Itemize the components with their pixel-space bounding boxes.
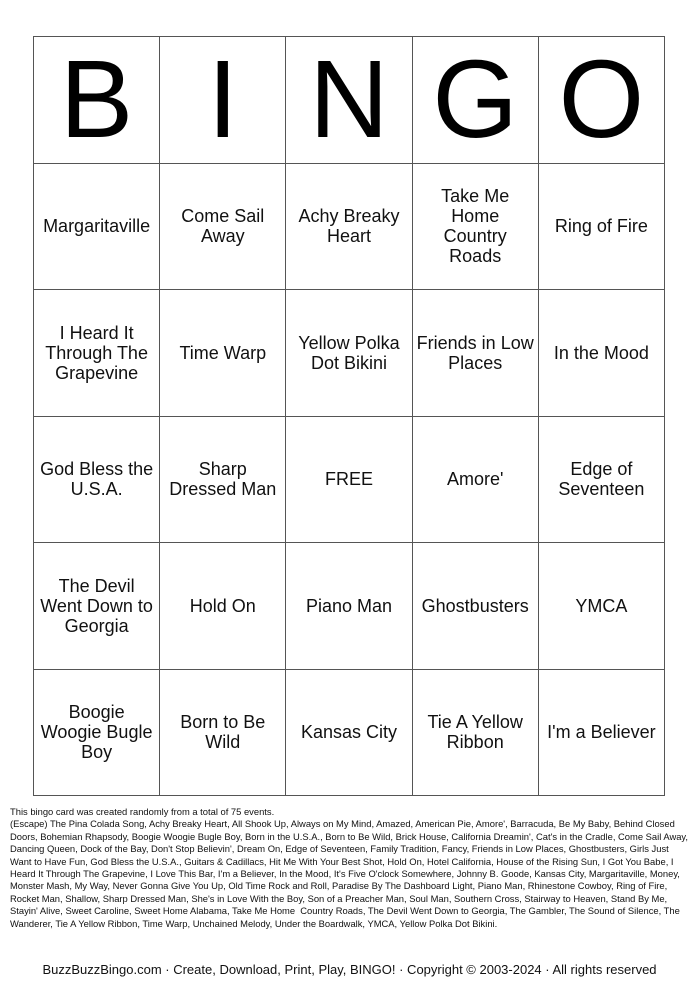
cell-text: Born to Be Wild — [180, 712, 266, 753]
header-letter-b — [34, 37, 160, 164]
bingo-cell — [539, 543, 665, 670]
cell-text: I'm a Believer — [547, 722, 656, 743]
cell-text: Boogie Woogie Bugle Boy — [40, 702, 153, 763]
header-letter-g — [413, 37, 539, 164]
cell-text: Come Sail Away — [181, 206, 265, 247]
bingo-cell — [160, 290, 286, 417]
header-letter-text: G — [432, 37, 518, 161]
bingo-cell — [539, 670, 665, 797]
event-count-intro: This bingo card was created randomly from a total of 75 events. — [10, 806, 275, 817]
event-list: (Escape) The Pina Colada Song, Achy Breaky Heart, All Shook Up, Always on My Mind, Amazed, American Pie, Amore', Barracuda, Be My Baby, Behind Closed Doors, Bohemian Rhapsody, Boogie Woogie Bugle Boy, Born in the U.S.A., Born to Be Wild, Brick House, California Dreamin', Cat's in the Cradle, Come Sail Away, Dancing Queen, Dock of the Bay, Don't Stop Believin', Dream On, Edge of Seventeen, Family Tradition, Fancy, Friends in Low Places, Ghostbusters, Girls Just Want to Have Fun, God Bless the U.S.A., Guitars & Cadillacs, Hit Me With Your Best Shot, Hold On, Hotel California, House of the Rising Sun, I Got You Babe, I Heard It Through The Grapevine, I Love This Bar, I'm a Believer, In the Mood, It's Five O'clock Somewhere, Johnny B. Goode, Kansas City, Margaritaville, Money, Monster Mash, My Way, Never Gonna Give You Up, Old Time Rock and Roll, Paradise By The Dashboard Light, Piano Man, Rhinestone Cowboy, Ring of Fire, Rocket Man, Shallow, Sharp Dressed Man, She's in Love With the Boy, Son of a Preacher Man, Soul Man, Southern Cross, Stairway to Heaven, Stand By Me, Stayin' Alive, Sweet Caroline, Sweet Home Alabama, Take Me Home Country Roads, The Devil Went Down to Georgia, The Gambler, The Sound of Silence, The Wanderer, Tie A Yellow Ribbon, Time Warp, Unchained Melody, Under the Boardwalk, YMCA, Yellow Polka Dot Bikini. — [10, 818, 691, 929]
cell-text: YMCA — [575, 595, 628, 616]
cell-text: Margaritaville — [43, 216, 151, 237]
event-info — [10, 806, 690, 930]
bingo-cell — [286, 670, 412, 797]
bingo-cell — [539, 290, 665, 417]
cell-text: Piano Man — [305, 595, 393, 616]
bingo-cell — [413, 164, 539, 291]
cell-text: Kansas City — [300, 722, 398, 743]
bingo-cell — [539, 417, 665, 544]
header-letter-i — [160, 37, 286, 164]
header-letter-text: I — [207, 37, 239, 161]
cell-text: Yellow Polka Dot Bikini — [298, 332, 400, 373]
cell-text: Ring of Fire — [554, 216, 648, 237]
cell-text: Amore' — [446, 469, 504, 490]
bingo-cell — [34, 670, 160, 797]
bingo-cell — [160, 670, 286, 797]
bingo-cell — [286, 290, 412, 417]
cell-text: Sharp Dressed Man — [169, 459, 277, 500]
header-letter-o — [539, 37, 665, 164]
free-space-cell — [286, 417, 412, 544]
bingo-cell — [160, 543, 286, 670]
bingo-cell — [413, 670, 539, 797]
cell-text: The Devil Went Down to Georgia — [40, 575, 153, 636]
cell-text: Tie A Yellow Ribbon — [427, 712, 523, 753]
cell-text: Achy Breaky Heart — [298, 206, 400, 247]
header-letter-text: B — [59, 37, 134, 161]
bingo-cell — [160, 417, 286, 544]
bingo-cell — [539, 164, 665, 291]
header-letter-text: N — [309, 37, 389, 161]
bingo-cell — [413, 543, 539, 670]
bingo-cell — [286, 164, 412, 291]
cell-text: Take Me Home Country Roads — [441, 186, 515, 267]
cell-text: In the Mood — [553, 342, 649, 363]
cell-text: God Bless the U.S.A. — [40, 459, 154, 500]
bingo-cell — [413, 417, 539, 544]
header-letter-text: O — [558, 37, 645, 161]
copyright-footer: BuzzBuzzBingo.com · Create, Download, Print, Play, BINGO! · Copyright © 2003-2024 · All rights reserved — [42, 962, 657, 977]
bingo-cell — [34, 417, 160, 544]
bingo-cell — [160, 164, 286, 291]
bingo-cell — [34, 164, 160, 291]
cell-text: Friends in Low Places — [416, 332, 534, 373]
bingo-card — [33, 36, 665, 796]
free-space-text: FREE — [324, 469, 373, 490]
bingo-cell — [34, 290, 160, 417]
cell-text: Ghostbusters — [421, 595, 529, 616]
bingo-cell — [286, 543, 412, 670]
cell-text: Time Warp — [179, 342, 267, 363]
cell-text: I Heard It Through The Grapevine — [45, 322, 148, 383]
bingo-cell — [413, 290, 539, 417]
cell-text: Edge of Seventeen — [558, 459, 645, 500]
header-letter-n — [286, 37, 412, 164]
bingo-cell — [34, 543, 160, 670]
cell-text: Hold On — [189, 595, 256, 616]
